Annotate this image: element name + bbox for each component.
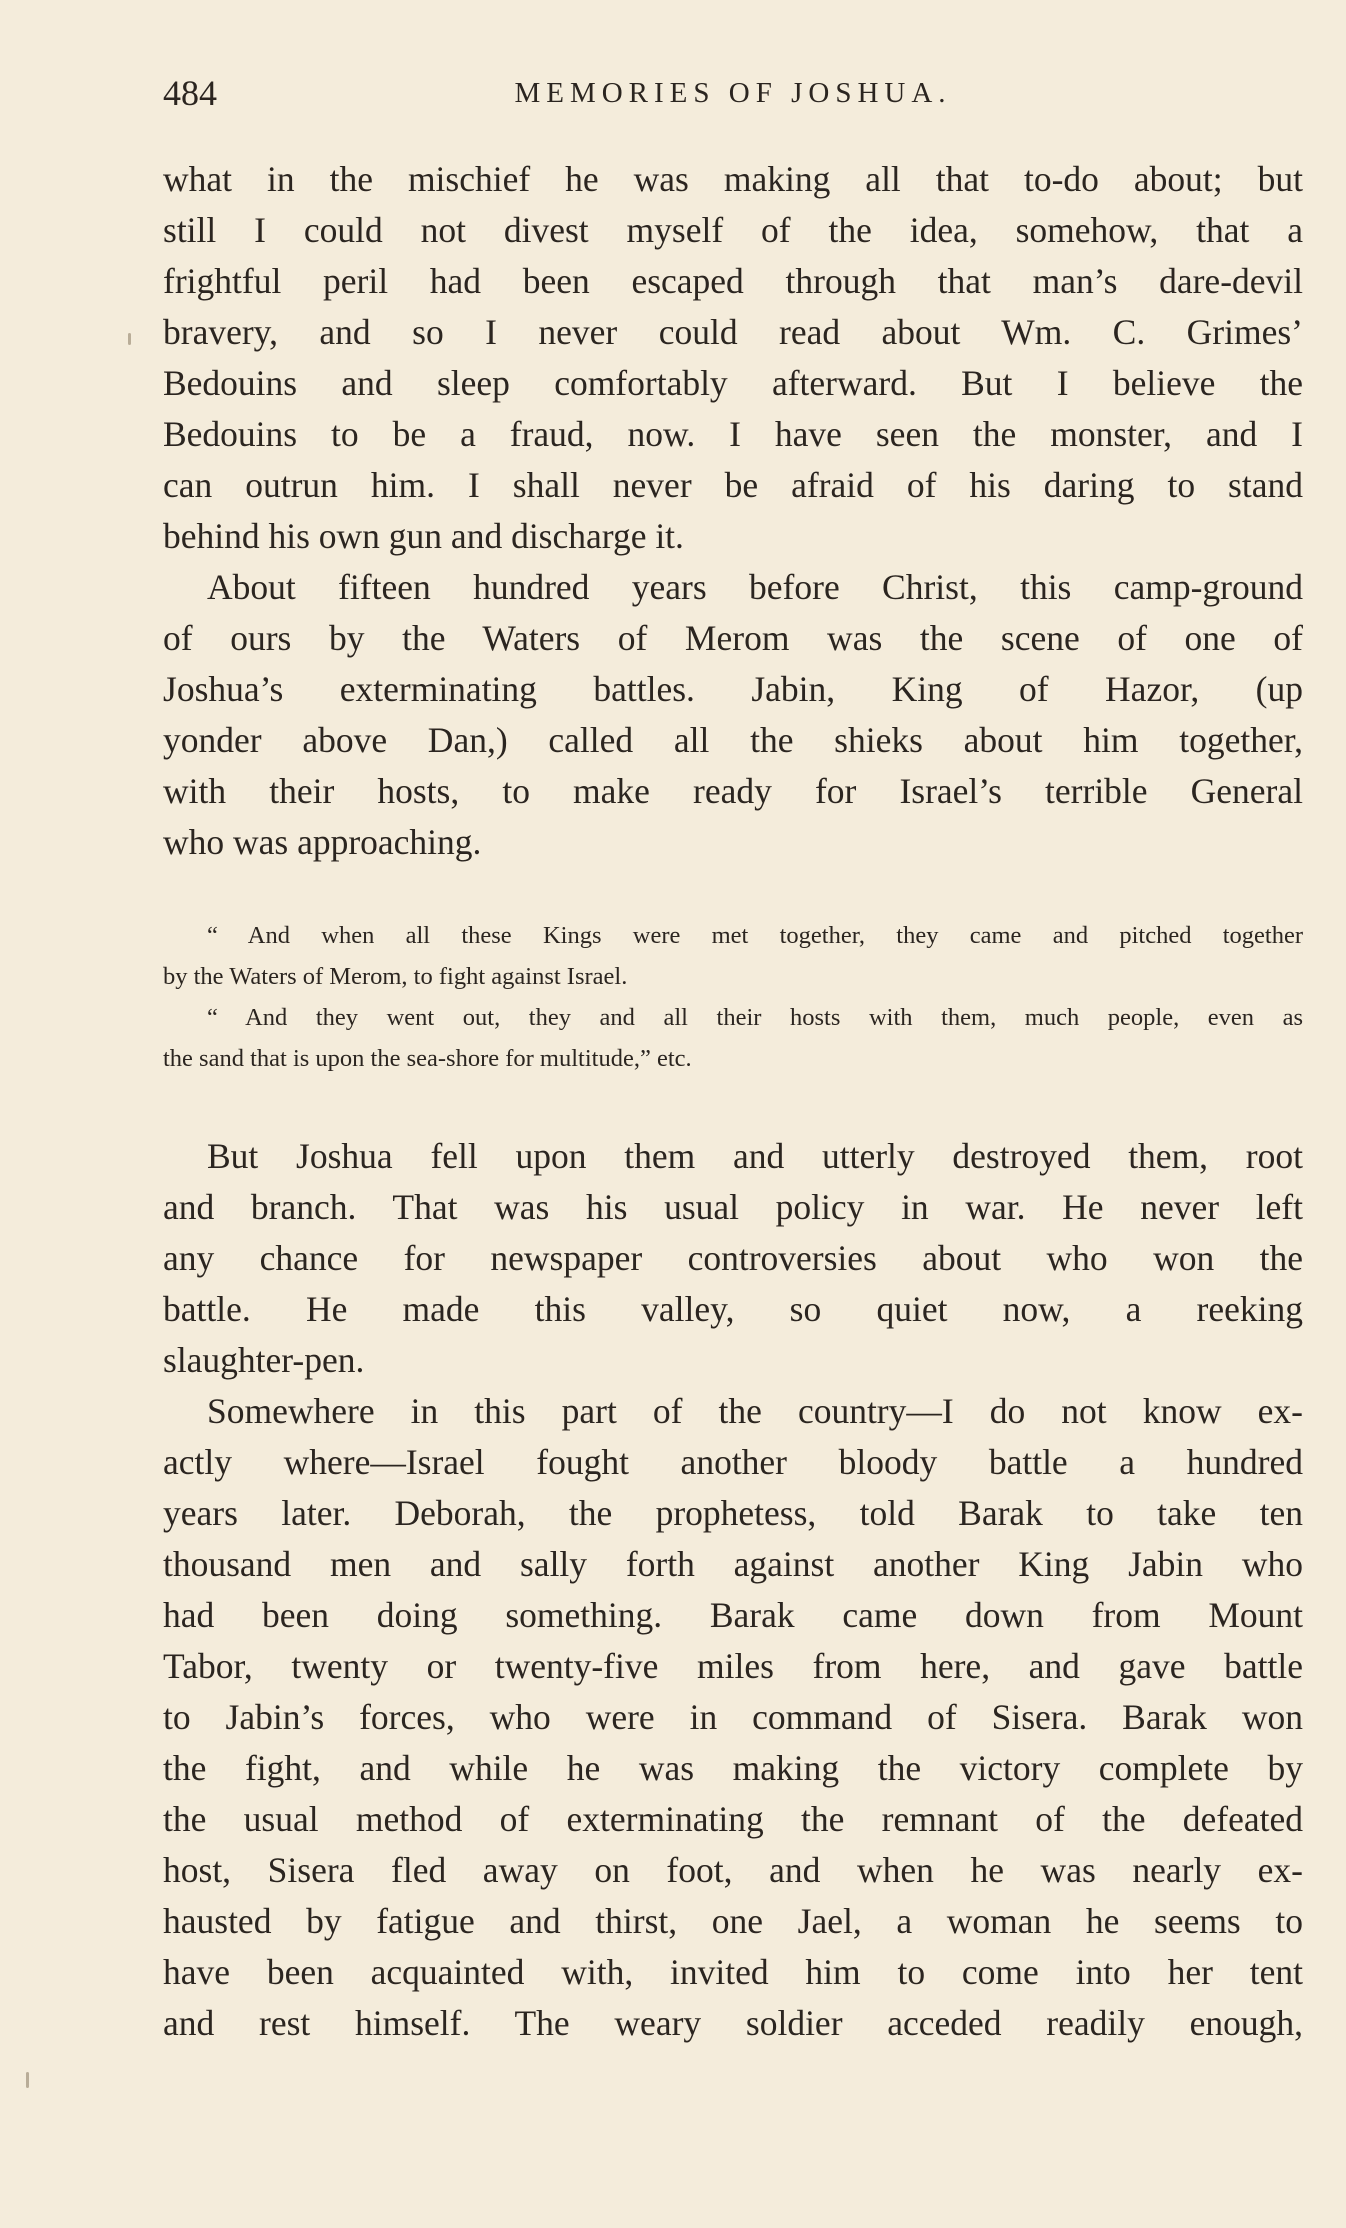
text-line: years later. Deborah, the prophetess, told Barak to take ten xyxy=(163,1493,1303,1533)
text-line: Somewhere in this part of the country—I do not know ex- xyxy=(207,1391,1303,1431)
text-line: behind his own gun and discharge it. xyxy=(163,516,684,556)
text-line: the usual method of exterminating the remnant of the defeated xyxy=(163,1799,1303,1839)
text-line: About fifteen hundred years before Christ, this camp-ground xyxy=(207,567,1303,607)
text-line: bravery, and so I never could read about Wm. C. Grimes’ xyxy=(163,312,1303,352)
text-line: who was approaching. xyxy=(163,822,482,862)
text-line: and branch. That was his usual policy in war. He never left xyxy=(163,1187,1303,1227)
quote-line: “ And they went out, they and all their hosts with them, much people, even as xyxy=(207,1004,1303,1031)
text-line: what in the mischief he was making all that to-do about; but xyxy=(163,159,1303,199)
text-line: can outrun him. I shall never be afraid of his daring to stand xyxy=(163,465,1303,505)
paper-speck xyxy=(26,2072,29,2088)
text-line: any chance for newspaper controversies about who won the xyxy=(163,1238,1303,1278)
text-line: yonder above Dan,) called all the shieks about him together, xyxy=(163,720,1303,760)
running-head: MEMORIES OF JOSHUA. xyxy=(514,77,952,109)
text-line: thousand men and sally forth against another King Jabin who xyxy=(163,1544,1303,1584)
paper-speck xyxy=(128,333,131,345)
text-line: frightful peril had been escaped through that man’s dare-devil xyxy=(163,261,1303,301)
quote-line: by the Waters of Merom, to fight against Israel. xyxy=(163,963,628,990)
text-line: Bedouins to be a fraud, now. I have seen the monster, and I xyxy=(163,414,1303,454)
text-line: to Jabin’s forces, who were in command of Sisera. Barak won xyxy=(163,1697,1303,1737)
text-line: of ours by the Waters of Merom was the scene of one of xyxy=(163,618,1303,658)
text-line: Tabor, twenty or twenty-five miles from here, and gave battle xyxy=(163,1646,1303,1686)
text-line: have been acquainted with, invited him to come into her tent xyxy=(163,1952,1303,1992)
text-line: But Joshua fell upon them and utterly destroyed them, root xyxy=(207,1136,1303,1176)
text-line: the fight, and while he was making the victory complete by xyxy=(163,1748,1303,1788)
text-line: slaughter-pen. xyxy=(163,1340,365,1380)
text-line: still I could not divest myself of the idea, somehow, that a xyxy=(163,210,1303,250)
text-line: actly where—Israel fought another bloody battle a hundred xyxy=(163,1442,1303,1482)
quote-line: “ And when all these Kings were met together, they came and pitched together xyxy=(207,922,1303,949)
text-line: had been doing something. Barak came down from Mount xyxy=(163,1595,1303,1635)
text-line: hausted by fatigue and thirst, one Jael, a woman he seems to xyxy=(163,1901,1303,1941)
text-line: Joshua’s exterminating battles. Jabin, King of Hazor, (up xyxy=(163,669,1303,709)
quote-line: the sand that is upon the sea-shore for multitude,” etc. xyxy=(163,1045,692,1072)
page-number: 484 xyxy=(163,73,217,113)
text-line: and rest himself. The weary soldier acceded readily enough, xyxy=(163,2003,1303,2043)
page-header xyxy=(163,70,1303,116)
text-line: host, Sisera fled away on foot, and when he was nearly ex- xyxy=(163,1850,1303,1890)
text-line: Bedouins and sleep comfortably afterward. But I believe the xyxy=(163,363,1303,403)
text-line: battle. He made this valley, so quiet now, a reeking xyxy=(163,1289,1303,1329)
text-line: with their hosts, to make ready for Israel’s terrible General xyxy=(163,771,1303,811)
